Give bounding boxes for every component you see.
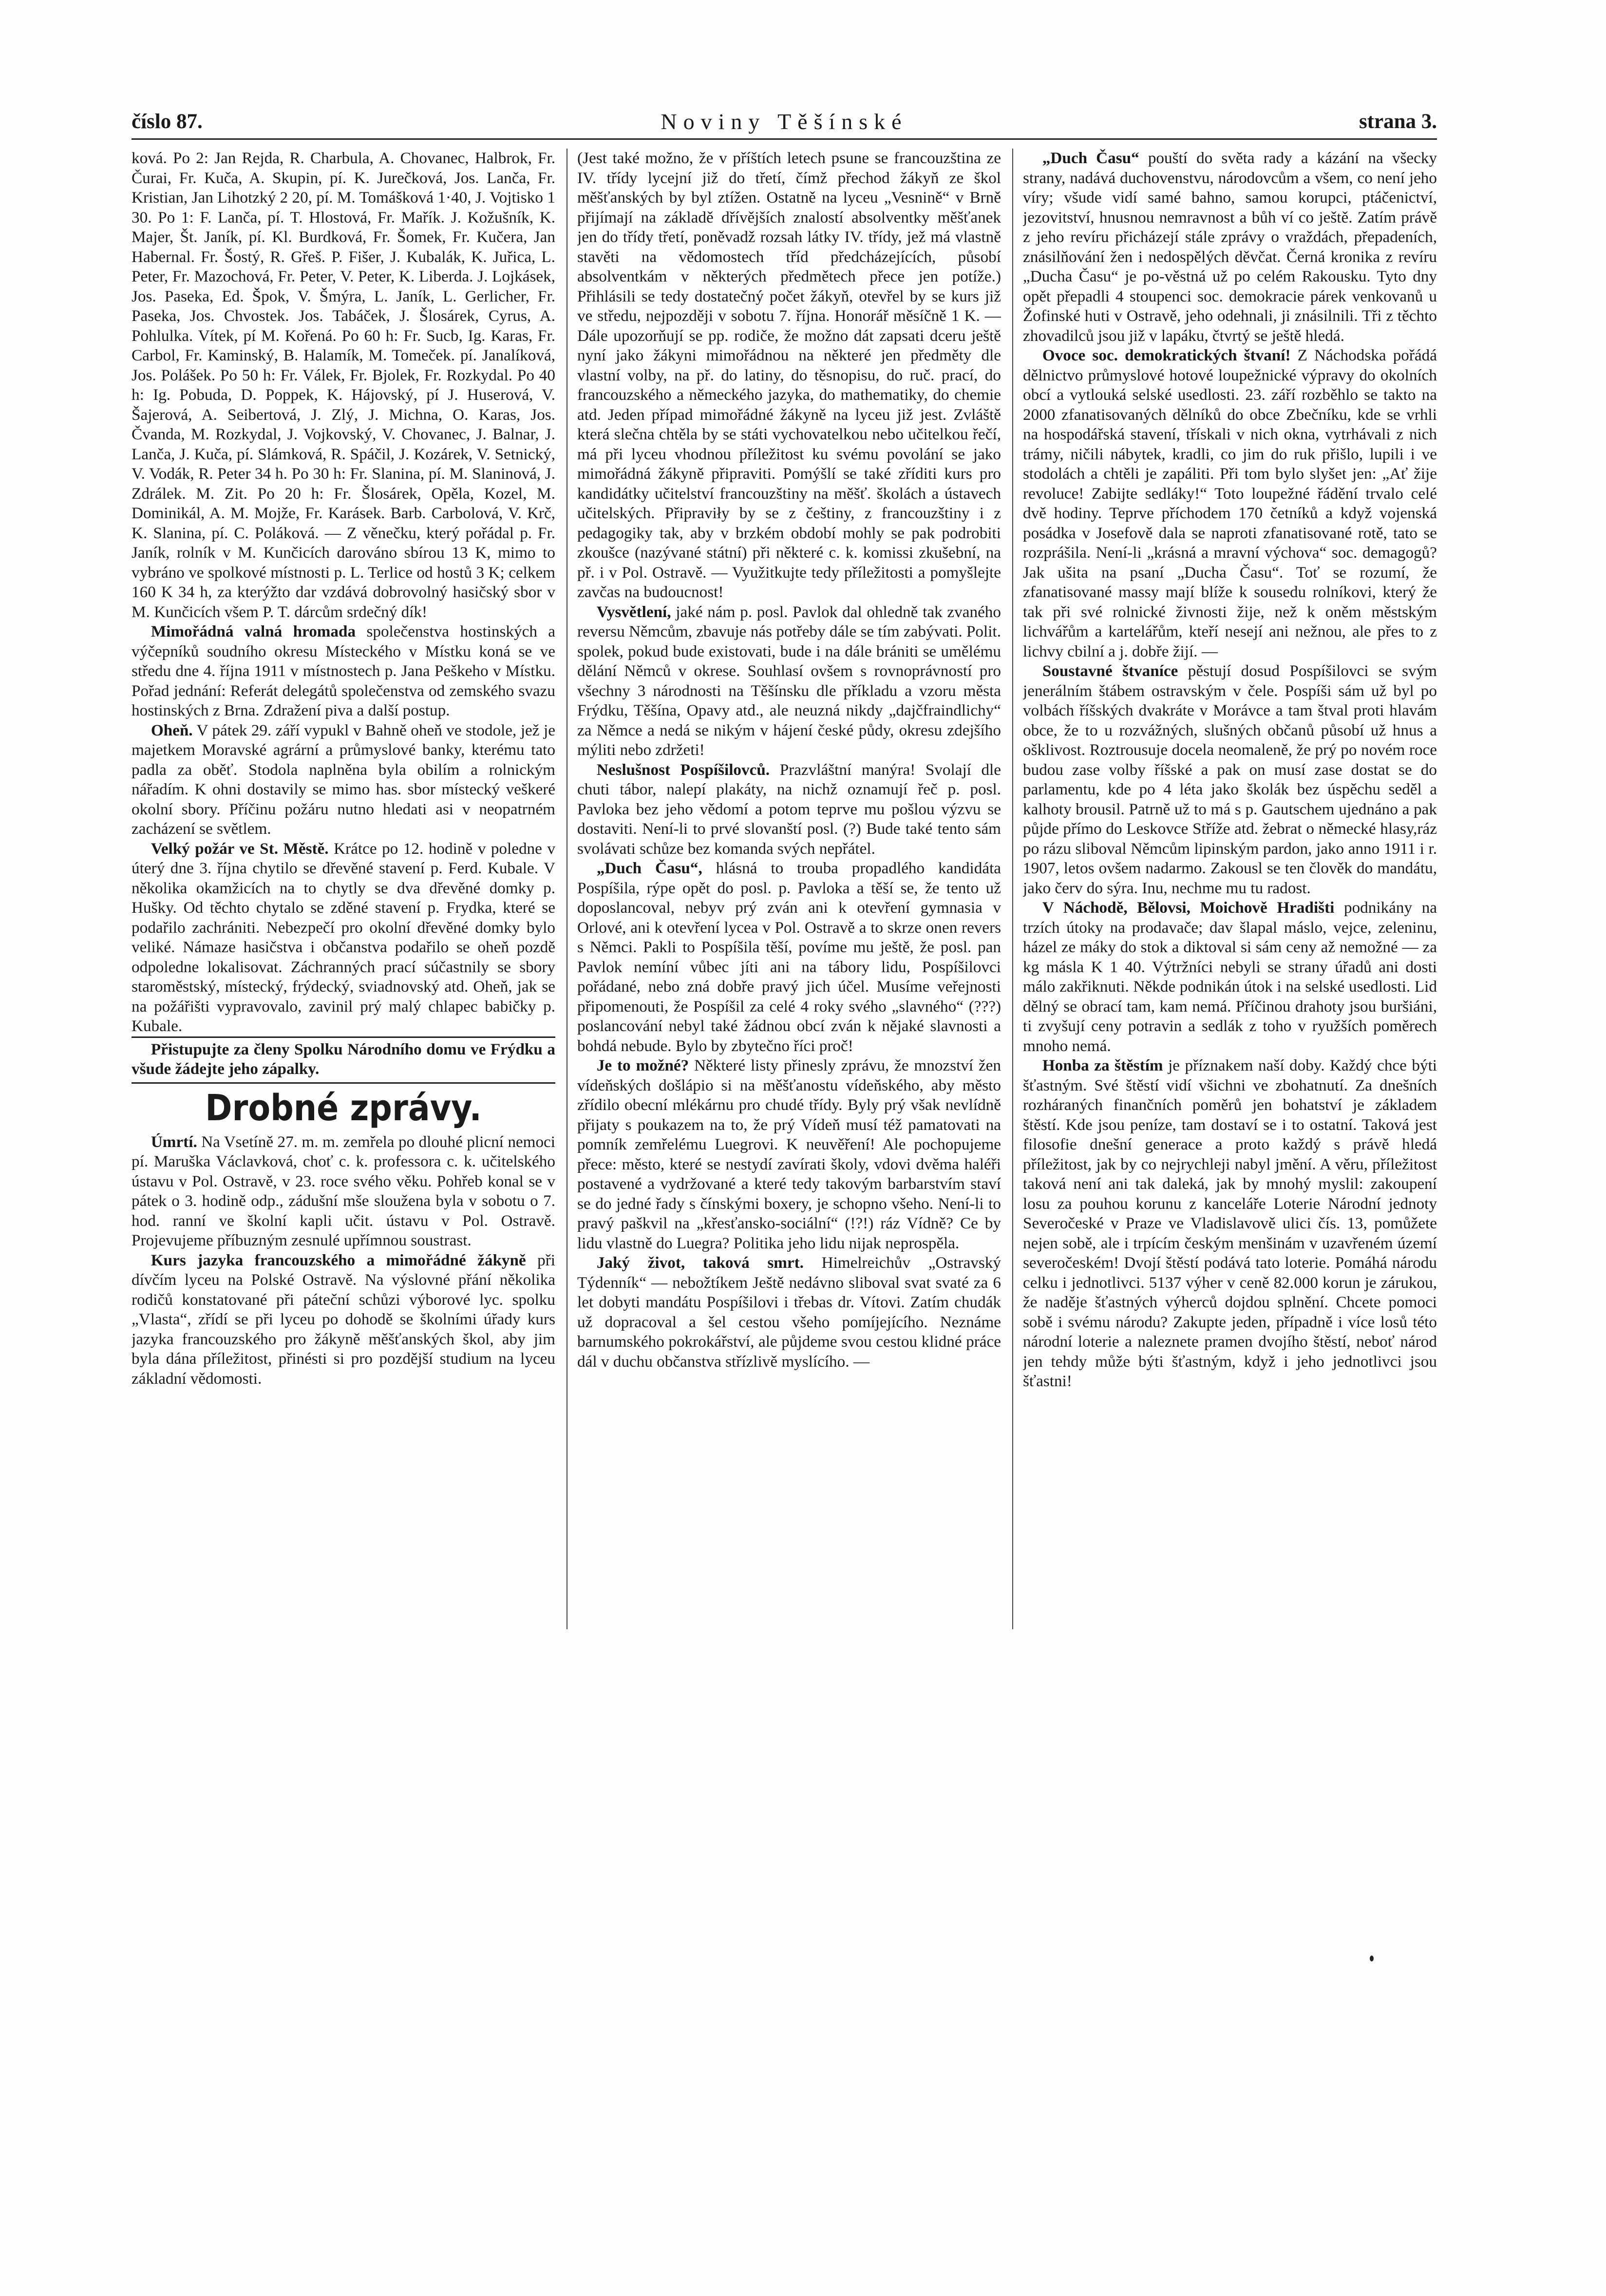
article-heading: Soustavné štvaníce (1042, 662, 1178, 680)
article-heading: Velký požár ve St. Městě. (151, 839, 329, 858)
article-heading: Jaký život, taková smrt. (596, 1254, 804, 1272)
article-paragraph (132, 622, 555, 721)
section-title-short-news: Drobné zprávy. (205, 1087, 482, 1129)
article-heading: V Náchodě, Bělovsi, Moichově Hradišti (1042, 899, 1335, 917)
article-paragraph (1023, 149, 1437, 346)
issue-number: číslo 87. (132, 110, 203, 133)
stray-mark (1370, 1956, 1374, 1961)
article-heading: Úmrtí. (151, 1132, 197, 1151)
article-text: pouští do světa rady a kázání na všecky strany, nadává duchovenstvu, národovcům a všem, co není jeho víry; všude vidí samé bahno, samou korupci, ptáčenictví, jezovitství, hnusnou nemravnost a bůh ví co ještě. Zatím právě z jeho revíru přicházejí stále zprávy o vraždách, přepadeních, znásilňování žen i nedospělých děvčat. Černá kronika z revíru „Ducha Času“ je po-věstná už po celém Rakousku. Tyto dny opět přepadli 4 stoupenci soc. demokracie párek venkovanů u Žofinské huti v Ostravě, jeho odehnali, ji znásilnili. Tři z těchto zhovadilců jsou již v lapáku, čtvrtý se ještě hledá. (1023, 149, 1437, 345)
article-heading: Vysvětlení, (596, 602, 671, 621)
article-text: V pátek 29. září vypukl v Bahně oheň ve stodole, jež je majetkem Moravské agrární a průmyslové banky, kterému tato padla za oběť. Stodola naplněna byla obilím a rolnickým nářadím. K ohni dostavily se mimo has. sbor místecký veškeré okolní sbory. Příčinu požáru nutno hledati asi v neopatrném zacházení se světlem. (132, 721, 555, 838)
article-text: je příznakem naší doby. Každý chce býti šťastným. Své štěstí vidí všichni ve zbohatnutí. Za dnešních rozháraných finančních poměrů jen bohatství je základem štěstí. Kde jsou peníze, tam dostaví se i to ostatní. Taková jest filosofie dnešní generace a proto každý s právě hledá příležitost, jak by co nejrychleji nabyl jmění. A věru, příležitost taková není ani tak daleká, jak by mnohý myslil: zakoupení losu za pouhou korunu z kanceláře Loterie Národní jednoty Severočeské v Praze ve Vladislavově ulici čís. 13, pomůžete nejen sobě, ale i trpícím českým menšinám v uzavřeném území severočeském! Dvojí štěstí podává tato loterie. Pomáhá národu celku i jednotlivci. 5137 výher v ceně 82.000 korun je zárukou, že naděje šťastných výherců dojdou splnění. Chcete pomoci sobě i svému národu? Zakupte jeden, případně i více losů této národní loterie a naleznete pramen dvojího štěstí, neboť národ jen tehdy může býti šťastným, když i jeho jednotlivci jsou šťastni! (1023, 1056, 1437, 1390)
article-paragraph (132, 721, 555, 839)
article-heading: „Duch Času“ (1042, 149, 1139, 167)
article-heading: Kurs jazyka francouzského a mimořádné žákyně (151, 1251, 526, 1269)
article-paragraph (577, 602, 1001, 760)
article-text: Krátce po 12. hodině v poledne v úterý dne 3. října chytilo se dřevěné stavení p. Ferd. Kubale. V několika okamžicích na to chytly se dva dřevěné domky p. Hušky. Od těchto chytalo se zděné stavení p. Frydka, které se podařilo zachrániti. Nebezpečí pro okolní dřevěné domky bylo veliké. Námaze hasičstva i občanstva podařilo se oheň pozdě odpoledne lokalisovat. Záchranných prací súčastnily se sbory staroměstský, místecký, frýdecký, sviadnovský atd. Oheň, jak se na požářišti vypravovalo, zavinil prý malý chlapec babičky p. Kubale. (132, 839, 555, 1035)
article-paragraph (132, 149, 555, 622)
column-1-short-news (132, 1132, 555, 1389)
article-paragraph (1023, 661, 1437, 898)
article-text: Himelreichův „Ostravský Týdenník“ — nebožtíkem Ještě nedávno sliboval svat svaté za 6 let dobyti mandátu Pospíšilovi i třebas dr. Vítovi. Zatím chudák už dopracoval a šel cestou všeho pomíjejícího. Neznáme barnumského pokrokářství, ale půjdeme svou cestou klidné práce dál v duchu občanstva střízlivě myslícího. — (577, 1254, 1001, 1371)
article-text: Některé listy přinesly zprávu, že mnozství žen vídeňských došlápio si na měšťanostu vídeňského, aby město zřídilo obecní mlékárnu pro chudé třídy. Byly prý však nevlídně přijaty s poukazem na to, že prý Vídeň musí též pamatovati na pomník zemřelému Luegrovi. K neuvěření! Ale pochopujeme přece: město, které se nestydí zavírati školy, vdovi dvěma haléři postavené a vydržované a které tedy takovým barbarstvím staví se do jedné řady s čínskými boxery, je schopno všeho. Není-li to pravý paškvil na „křesťansko-sociální“ (!?!) ráz Vídně? Ce by lidu vlastně do Luegra? Politika jeho lidu nijak neprospěla. (577, 1056, 1001, 1252)
article-text: Prazvláštní manýra! Svolají dle chuti tábor, nalepí plakáty, na nichž oznamují řeč p. posl. Pavloka bez jeho vědomí a potom teprve mu pošlou výzvu se dostaviti. Není-li to prvé slovanští posl. (?) Bude také tento sám svolávati schůze bez komanda svých nepřátel. (577, 760, 1001, 858)
article-text: jaké nám p. posl. Pavlok dal ohledně tak zvaného reversu Němcům, zbavuje nás potřeby dále se tím zabývati. Polit. spolek, pokud bude existovati, bude i na dále brániti se umělému dělání Němců v okrese. Souhlasí ovšem s rovnoprávností pro všechny 3 národnosti na Těšínsku dle příkladu a vzoru města Frýdku, Těšína, Opavy atd., ale neuzná nikdy „dajčfraindlichy“ za Němce a nedá se nikým v hájení české půdy, okresu zdejšího mýliti nebo zdržeti! (577, 602, 1001, 759)
article-paragraph (577, 859, 1001, 1056)
article-text: hlásná to trouba propadlého kandidáta Pospíšila, rýpe opět do posl. p. Pavloka a těší se, že tento už doposlancoval, nebyv prý zván ani k otevření gymnasia v Orlové, ani k otevření lycea v Pol. Ostravě a to skrze onen revers s Němci. Pakli to Pospíšila těší, povíme mu ještě, že posl. pan Pavlok nemíní vůbec jíti ani na tábory lidu, Pospíšilovci pořádané, nebo zná dobře pravý jich účel. Musíme veřejnosti připomenouti, že Pospíšil za celé 4 roky svého „slavného“ (???) poslancování nebyl také žádnou obcí zván k nějaké slavnosti a bohdá nebude. Bylo by zbytečno říci proč! (577, 859, 1001, 1055)
article-paragraph (577, 1056, 1001, 1253)
article-text: podnikány na trzích útoky na prodavače; dav šlapal máslo, vejce, zeleninu, házel ze máky do stok a diktoval si sám ceny až nemožné — za kg másla K 1 40. Výtržníci nebyli se strany úřadů ani dosti málo zakřiknuti. Někde podnikán útok i na selské usedlosti. Lid dělný se obrací tam, kam nemá. Příčinou drahoty jsou buršiáni, ti zvyšují ceny potravin a sedlák z toho v ryužších poměrech mnoho nemá. (1023, 899, 1437, 1055)
page-header (132, 105, 1437, 139)
national-house-announcement: Přistupujte za členy Spolku Národního domu ve Frýdku a všude žádejte jeho zápalky. (132, 1036, 555, 1084)
article-text: Na Vsetíně 27. m. m. zemřela po dlouhé plicní nemoci pí. Maruška Václavková, choť c. k. professora c. k. učitelského ústavu v Pol. Ostravě, v 23. roce svého věku. Pohřeb konal se v pátek o 3. hodině odp., zádušní mše sloužena byla v sobotu o 7. hod. ranní ve školní kapli učit. ústavu v Pol. Ostravě. Projevujeme příbuzným zesnulé upřímnou soustrast. (132, 1132, 555, 1249)
article-text: Z Náchodska pořádá dělnictvo průmyslové hotové loupežnické výpravy do okolních obcí a vytlouká selské usedlosti. 23. září rozběhlo se takto na 2000 zfanatisovaných dělníků do obce Zbečníku, kde se vrhli na hospodářská stavení, třískali v nich okna, vytrhávali z nich trámy, ničili nábytek, kradli, co jim do ruk přišlo, lupili i ve stodolách a chtěli je zapáliti. Při tom bylo slyšet jen: „Ať žije revoluce! Zabijte sedláky!“ Toto loupežné řádění trvalo celé dvě hodiny. Teprve příchodem 170 četníků a když vojenská posádka v Josefově dala se naproti zfanatisované rotě, tato se rozprášila. Není-li „krásná a mravní výchova“ soc. demagogů? Jak ušita na psaní „Ducha Času“. Toť se rozumí, že zfanatisované massy mají blíže k sousedu rolníkovi, který že tak při své rolnické živnosti žije, než k oněm městským lichvářům a kartelářům, kteří nesejí ani nežnou, ale přes to z lichvy cbilní a j. dobře žijí. — (1023, 346, 1437, 660)
article-text: ková. Po 2: Jan Rejda, R. Charbula, A. Chovanec, Halbrok, Fr. Čurai, Fr. Kuča, A. Skupin, pí. K. Jurečková, Jos. Lanča, Fr. Kristian, Jan Lihotzký 2 20, pí. M. Tomášková 1·40, J. Vojtisko 1 30. Po 1: F. Lanča, pí. T. Hlostová, Fr. Mařík. J. Kožušník, K. Majer, Št. Janík, pí. Kl. Burdková, Fr. Šomek, Fr. Kučera, Jan Habernal. Fr. Šostý, R. Gřeš. P. Fišer, J. Kubalák, K. Juřica, L. Peter, Fr. Mazochová, Fr. Peter, V. Peter, K. Liberda. J. Lojkásek, Jos. Paseka, Ed. Špok, V. Šmýra, L. Janík, L. Gerlicher, Fr. Paseka, Jos. Chvostek. Jos. Tabáček, J. Šlosárek, Cyrus, A. Pohlulka. Vítek, pí M. Kořená. Po 60 h: Fr. Sucb, Ig. Karas, Fr. Carbol, Fr. Kaminský, B. Halamík, M. Tomeček. pí. Janalíková, Jos. Polášek. Po 50 h: Fr. Válek, Fr. Bjolek, Fr. Rozkydal. Po 40 h: Ig. Pobuda, D. Poppek, K. Hájovský, pí J. Huserová, V. Šajerová, A. Seibertová, J. Zlý, J. Michna, O. Karas, Jos. Čvanda, M. Rozkydal, J. Vojkovský, V. Chovanec, J. Balnar, J. Lanča, J. Kuča, pí. Slámková, R. Spáčil, J. Kozárek, V. Setnický, V. Vodák, R. Peter 34 h. Po 30 h: Fr. Slanina, pí. M. Slaninová, J. Zdrálek. M. Zit. Po 20 h: Fr. Šlosárek, Opěla, Kozel, M. Dominikál, A. M. Mojže, Fr. Karásek. Barb. Carbolová, V. Krč, K. Slanina, pí. C. Poláková. — Z věnečku, který pořádal p. Fr. Janík, rolník v M. Kunčicích darováno sbírou 13 K, mimo to vybráno ve spolkové místnosti p. L. Terlice od hostů 3 K; celkem 160 K 34 h, za kterýžto dar vzdává dobrovolný hasičský sbor v M. Kunčicích všem P. T. dárcům srdečný dík! (132, 149, 555, 621)
column-2 (577, 149, 1001, 1678)
article-heading: Je to možné? (596, 1056, 689, 1074)
column-1 (132, 149, 555, 1678)
article-text: (Jest také možno, že v příštích letech psune se francouzština ze IV. třídy lycejní již do třetí, čímž přechod žákyň ze škol měšťanských by byl ztížen. Ostatně na lyceu „Vesnině“ v Brně přijímají na základě dřívějších znalostí absolventky měšťanek jen do třídy třetí, poněvadž rozsah látky IV. třídy, jež má vlastně stavěti na vědomostech tříd předcházejících, působí absolventkám v některých předmětech přece jen potíže.) Přihlásili se tedy dostatečný počet žákyň, otevřel by se kurs již ve středu, nejpozději v sobotu 7. října. Honorář měsíčně 1 K. — Dále upozorňují se pp. rodiče, že možno dát zapsati dceru ještě nyní jako žákyni mimořádnou na některé jen předměty dle vlastní volby, na př. do latiny, do těsnopisu, do ruč. prací, do francouzského a německého jazyka, do mathematiky, do chemie atd. Jeden případ mimořádné žákyně na lyceu již jest. Zvláště která slečna chtěla by se státi vychovatelkou nebo učitelkou řečí, má při lyceu vhodnou příležitost ku svému povolání se jako mimořádná žákyně připraviti. Pomýšlí se také zříditi kurs pro kandidátky učitelství francouzštiny na měšť. školách a ústavech učitelských. Připraviły by se z češtiny, z francouzštiny i z pedagogiky tak, aby v brzkém období mohly se pak podrobiti zkoušce (nazývané státní) při některé c. k. komissi zkušební, na př. i v Pol. Ostravě. — Využitkujte tedy příležitosti a pomyšlejte zavčas na budoucnost! (577, 149, 1001, 601)
header-rule (132, 138, 1437, 140)
article-paragraph (1023, 346, 1437, 661)
article-paragraph (1023, 1056, 1437, 1392)
article-heading: „Duch Času“, (596, 859, 702, 877)
article-heading: Mimořádná valná hromada (151, 622, 356, 640)
article-text: při dívčím lyceu na Polské Ostravě. Na výslovné přání několika rodičů konstatované při páteční schůzi výborové lyc. spolku „Vlasta“, zřídí se při lyceu po dohodě se školními úřady kurs jazyka francouzského pro žákyně měšťanských škol, aby jim byla dána příležitost, přinésti si pro pozdější studium na lyceu základní vědomosti. (132, 1251, 555, 1388)
article-paragraph (132, 839, 555, 1036)
article-paragraph (577, 149, 1001, 602)
article-heading: Neslušnost Pospíšilovců. (596, 760, 770, 779)
article-paragraph (132, 1132, 555, 1251)
article-heading: Honba za štěstím (1042, 1056, 1163, 1074)
article-heading: Ovoce soc. demokratických štvaní! (1042, 346, 1291, 364)
article-paragraph (132, 1251, 555, 1389)
page-number: strana 3. (1359, 110, 1437, 133)
article-text: pěstují dosud Pospíšilovci se svým jenerálním štábem ostravským v čele. Pospíši sám už byl po volbách říšských dvakráte v Morávce a tam štval proti hlavám obce, že to u rozvážných, slušných občanů působí už hnus a ošklivost. Roztrousuje docela neomaleně, že prý po novém roce budou zase volby říšské a pak on musí zase dostat se do parlamentu, kde po 4 léta jako školák bez úspěchu seděl a kalhoty brousil. Patrně už to má s p. Gautschem ujednáno a pak půjde přímo do Leskovce Stříže atd. žebrat o německé hlasy,ráz po rázu sliboval Němcům lipinským pardon, jako anno 1911 i r. 1907, letos ovšem nadarmo. Zakousl se ten člověk do mandátu, jako červ do sýra. Inu, nechme mu tu radost. (1023, 662, 1437, 897)
article-text: společenstva hostinských a výčepníků soudního okresu Místeckého v Místku koná se ve středu dne 4. října 1911 v místnostech p. Jana Peškeho v Místku. Pořad jednání: Referát delegátů společenstva od zemského svazu hostinských z Brna. Zdražení piva a další postup. (132, 622, 555, 719)
article-paragraph (1023, 898, 1437, 1056)
column-1-articles (132, 149, 555, 1036)
article-paragraph (577, 1253, 1001, 1372)
newspaper-title: Noviny Těšínské (661, 109, 908, 134)
article-heading: Oheň. (151, 721, 193, 739)
column-divider-2 (1012, 149, 1013, 1629)
column-3 (1023, 149, 1437, 1678)
article-paragraph (577, 760, 1001, 859)
